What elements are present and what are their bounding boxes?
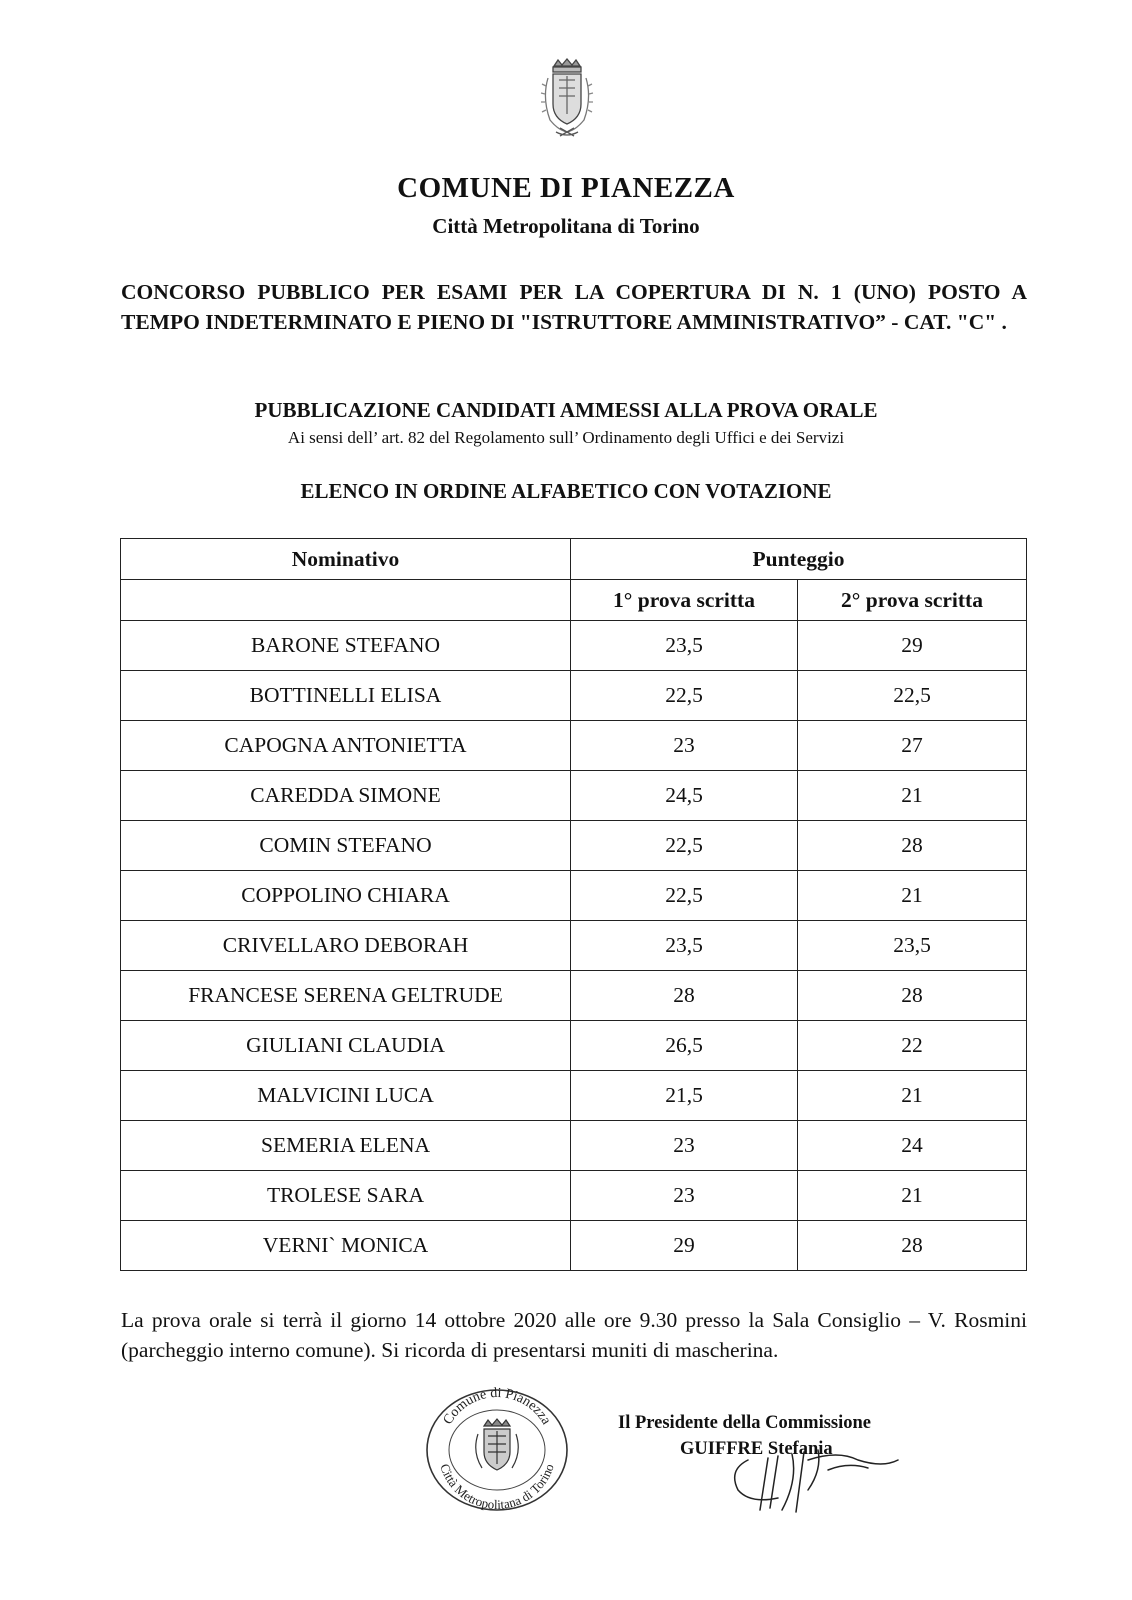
candidate-name-cell: GIULIANI CLAUDIA (121, 1021, 571, 1071)
handwritten-signature-icon (708, 1420, 908, 1530)
prova1-score-cell: 29 (571, 1221, 798, 1271)
table-row (121, 871, 1027, 921)
candidate-name-cell: CAPOGNA ANTONIETTA (121, 721, 571, 771)
prova1-score-cell: 21,5 (571, 1071, 798, 1121)
municipality-title: COMUNE DI PIANEZZA (397, 172, 735, 204)
prova2-score-cell: 22 (798, 1021, 1027, 1071)
prova1-score-cell: 22,5 (571, 821, 798, 871)
table-row (121, 721, 1027, 771)
prova1-score-cell: 22,5 (571, 871, 798, 921)
column-header-empty (121, 580, 571, 621)
table-row (121, 971, 1027, 1021)
table-row (121, 921, 1027, 971)
prova2-score-cell: 23,5 (798, 921, 1027, 971)
prova1-score-cell: 22,5 (571, 671, 798, 721)
prova2-score-cell: 22,5 (798, 671, 1027, 721)
candidate-name-cell: COMIN STEFANO (121, 821, 571, 871)
candidate-name-cell: VERNI` MONICA (121, 1221, 571, 1271)
prova2-score-cell: 21 (798, 871, 1027, 921)
column-header-score: Punteggio (571, 539, 1027, 580)
column-header-name: Nominativo (121, 539, 571, 580)
publication-title: PUBBLICAZIONE CANDIDATI AMMESSI ALLA PROVA ORALE (254, 398, 878, 422)
stamp-text-bottom: Città Metropolitana di Torino (437, 1461, 557, 1513)
column-header-prova1: 1° prova scritta (571, 580, 798, 621)
column-header-prova2: 2° prova scritta (798, 580, 1027, 621)
prova2-score-cell: 28 (798, 1221, 1027, 1271)
prova2-score-cell: 28 (798, 971, 1027, 1021)
candidate-name-cell: CRIVELLARO DEBORAH (121, 921, 571, 971)
table-row (121, 1121, 1027, 1171)
candidate-name-cell: TROLESE SARA (121, 1171, 571, 1221)
prova1-score-cell: 28 (571, 971, 798, 1021)
prova1-score-cell: 23,5 (571, 921, 798, 971)
prova2-score-cell: 21 (798, 771, 1027, 821)
table-row (121, 771, 1027, 821)
stamp-text-top: Comune di Pianezza (440, 1386, 554, 1428)
prova2-score-cell: 28 (798, 821, 1027, 871)
publication-subtitle: Ai sensi dell’ art. 82 del Regolamento sull’ Ordinamento degli Uffici e dei Servizi (287, 428, 845, 447)
table-row (121, 1221, 1027, 1271)
prova2-score-cell: 21 (798, 1071, 1027, 1121)
prova1-score-cell: 23 (571, 1171, 798, 1221)
table-row (121, 1171, 1027, 1221)
list-title: ELENCO IN ORDINE ALFABETICO CON VOTAZIONE (300, 479, 832, 503)
prova1-score-cell: 23 (571, 721, 798, 771)
candidate-name-cell: BOTTINELLI ELISA (121, 671, 571, 721)
region-subtitle: Città Metropolitana di Torino (432, 214, 700, 238)
signature-name: GUIFFRE Stefania (680, 1439, 833, 1459)
coat-of-arms-icon (538, 58, 596, 140)
prova1-score-cell: 26,5 (571, 1021, 798, 1071)
prova1-score-cell: 24,5 (571, 771, 798, 821)
table-row (121, 671, 1027, 721)
prova1-score-cell: 23 (571, 1121, 798, 1171)
prova2-score-cell: 27 (798, 721, 1027, 771)
prova2-score-cell: 21 (798, 1171, 1027, 1221)
candidate-name-cell: BARONE STEFANO (121, 621, 571, 671)
official-stamp-icon (422, 1386, 572, 1514)
table-row (121, 1021, 1027, 1071)
prova1-score-cell: 23,5 (571, 621, 798, 671)
candidate-name-cell: SEMERIA ELENA (121, 1121, 571, 1171)
candidate-name-cell: MALVICINI LUCA (121, 1071, 571, 1121)
signature-role: Il Presidente della Commissione (618, 1413, 871, 1433)
oral-exam-notice: La prova orale si terrà il giorno 14 ottobre 2020 alle ore 9.30 presso la Sala Consiglio – V. Rosmini (parcheggio interno comune). Si ricorda di presentarsi muniti di mascherina. (121, 1308, 1027, 1362)
candidate-name-cell: FRANCESE SERENA GELTRUDE (121, 971, 571, 1021)
scores-table (120, 538, 1027, 1271)
prova2-score-cell: 29 (798, 621, 1027, 671)
prova2-score-cell: 24 (798, 1121, 1027, 1171)
concorso-heading: CONCORSO PUBBLICO PER ESAMI PER LA COPERTURA DI N. 1 (UNO) POSTO A TEMPO INDETERMINATO E PIENO DI "ISTRUTTORE AMMINISTRATIVO” - CAT. "C" . (121, 280, 1027, 334)
table-row (121, 1071, 1027, 1121)
candidate-name-cell: COPPOLINO CHIARA (121, 871, 571, 921)
candidate-name-cell: CAREDDA SIMONE (121, 771, 571, 821)
scores-table-body (121, 621, 1027, 1271)
table-row (121, 621, 1027, 671)
table-row (121, 821, 1027, 871)
